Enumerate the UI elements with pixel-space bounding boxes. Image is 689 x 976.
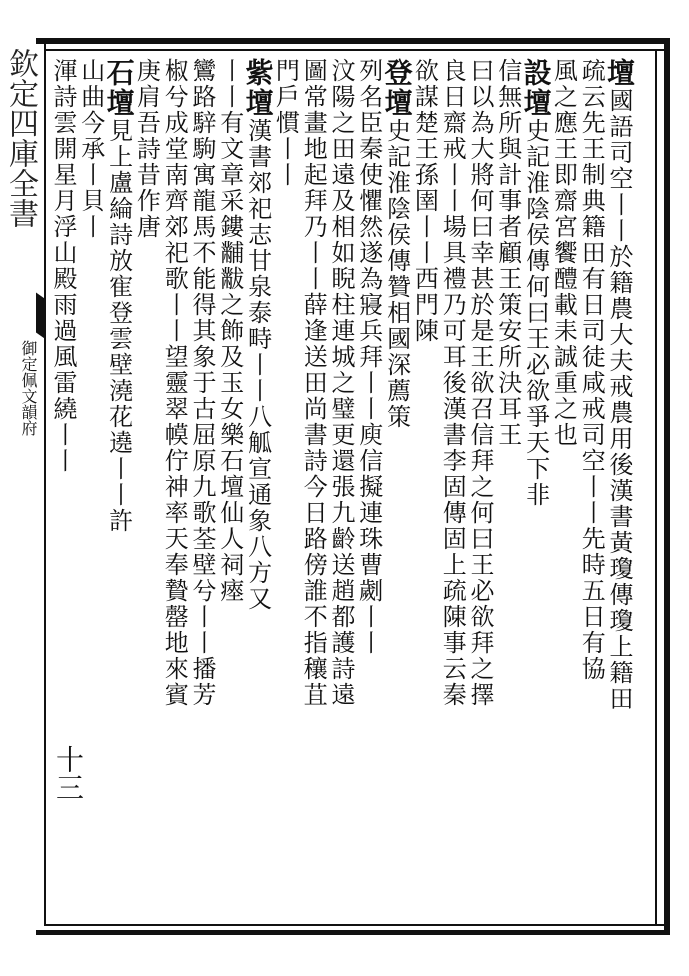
text-column — [50, 58, 76, 918]
column-text: 風之應王即齋宮饗醴載耒誠重之也 — [549, 58, 578, 448]
text-column — [411, 58, 437, 918]
column-text: 史記淮陰侯傳何曰王必欲爭天下非 — [521, 118, 550, 508]
column-text: 鸞路騂駒寓龍馬不能得其象于古屈原九歌荃壁兮丨丨播芳 — [188, 58, 216, 708]
column-text: 漢書郊祀志甘泉泰畤丨丨八觚宣通象八方又 — [243, 118, 272, 612]
text-column — [439, 58, 465, 918]
column-text: 欲謀楚王孫圉丨丨西門陳 — [410, 58, 439, 344]
entry-heading: 石壇 — [102, 58, 136, 118]
text-column — [495, 58, 521, 918]
column-text: 圖常畫地起拜乃丨丨薛逢送田尚書詩今日路傍誰不指穰苴 — [299, 58, 328, 708]
column-text: 丨丨有文章采鏤黼黻之飾及玉女樂石壇仙人祠瘞 — [215, 58, 244, 604]
text-column — [161, 58, 187, 918]
text-column — [272, 58, 298, 918]
column-text: 汶陽之田遠及相如睨柱連城之璧更還張九齡送趙都護詩遠 — [327, 58, 355, 708]
text-column — [603, 58, 636, 918]
column-text: 門戶慣丨丨 — [271, 58, 300, 188]
column-text: 山曲今承丨貝丨 — [76, 58, 105, 240]
text-column — [328, 58, 354, 918]
text-column — [133, 58, 159, 918]
column-text: 曰以為大將何曰幸甚於是王欲召信拜之何曰王必欲拜之擇 — [466, 58, 494, 708]
entry-heading: 壇 — [603, 58, 636, 88]
text-column — [78, 58, 104, 918]
text-column — [380, 58, 414, 918]
column-text: 列名臣秦使懼然遂為寢兵拜丨丨庾信擬連珠曹劌丨丨 — [354, 58, 383, 656]
entry-heading: 設壇 — [519, 58, 553, 118]
text-column — [356, 58, 382, 918]
bottom-inner-border — [36, 924, 670, 926]
page-number: 十三 — [52, 745, 85, 801]
text-column — [300, 58, 326, 918]
column-text: 椒兮成堂南齊郊祀歌丨丨望靈翠幙佇神率天奉贄罄地來賓 — [160, 58, 189, 708]
right-border — [664, 38, 670, 935]
text-column — [550, 58, 576, 918]
gutter-ribbon — [36, 292, 46, 339]
text-column — [102, 58, 136, 918]
top-inner-border — [36, 49, 670, 51]
column-text: 史記淮陰侯傳贊相國深薦策 — [382, 118, 411, 430]
column-text: 信無所與計事者顧王策安所決耳王 — [493, 58, 522, 448]
column-text: 國語司空丨丨於籍農大夫戒農用後漢書黃瓊傳瓊上籍田 — [605, 88, 633, 712]
column-text: 良日齋戒丨丨場具禮乃可耳後漢書李固傳固上疏陳事云秦 — [438, 58, 467, 708]
entry-heading: 紫壇 — [241, 58, 275, 118]
text-column — [578, 58, 604, 918]
column-text: 庚肩吾詩昔作唐 — [132, 58, 161, 240]
gutter-book-name: 御定佩文韻府 — [19, 340, 38, 436]
right-inner-border — [655, 49, 657, 926]
text-column — [519, 58, 553, 918]
text-column — [467, 58, 493, 918]
column-text: 見上盧綸詩放寉登雲壁澆花遶丨丨許 — [104, 118, 133, 534]
text-column — [241, 58, 275, 918]
column-text: 疏云先王制典籍田有日司徒咸戒司空丨丨先時五日有協 — [577, 58, 606, 682]
gutter-title: 欽定四庫全書 — [3, 48, 38, 228]
column-text: 渾詩雲開星月浮山殿雨過風雷繞丨丨 — [49, 58, 77, 474]
bottom-border — [36, 930, 670, 935]
top-border — [36, 38, 670, 44]
text-column — [217, 58, 243, 918]
text-column — [189, 58, 215, 918]
entry-heading: 登壇 — [380, 58, 414, 118]
